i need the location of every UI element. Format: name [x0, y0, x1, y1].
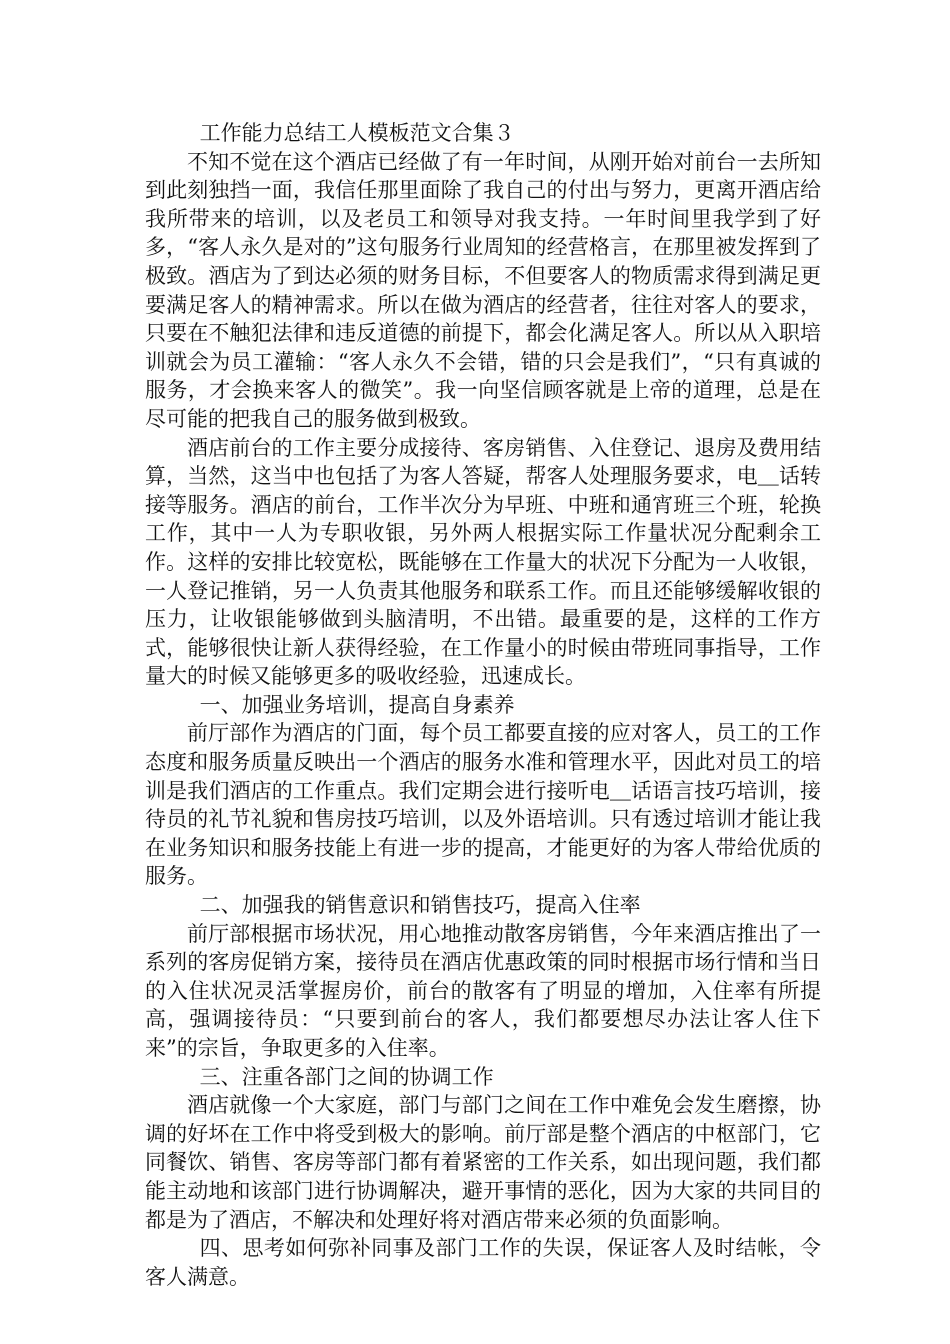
paragraph-coordination: 酒店就像一个大家庭，部门与部门之间在工作中难免会发生磨擦，协调的好坏在工作中将受到极大的影响。前厅部是整个酒店的中枢部门，它同餐饮、销售、客房等部门都有着紧密的工作关系，如出现问题，我们都能主动地和该部门进行协调解决，避开事情的恶化，因为大家的共同目的都是为了酒店，不解决和处理好将对酒店带来必须的负面影响。	[145, 1093, 821, 1232]
document-body	[145, 119, 821, 1291]
paragraph-training: 前厅部作为酒店的门面，每个员工都要直接的应对客人，员工的工作态度和服务质量反映出一个酒店的服务水准和管理水平，因此对员工的培训是我们酒店的工作重点。我们定期会进行接听电＿话语言技巧培训，接待员的礼节礼貌和售房技巧培训，以及外语培训。只有透过培训才能让我在业务知识和服务技能上有进一步的提高，才能更好的为客人带给优质的服务。	[145, 721, 821, 889]
paragraph-sales: 前厅部根据市场状况，用心地推动散客房销售，今年来酒店推出了一系列的客房促销方案，接待员在酒店优惠政策的同时根据市场行情和当日的入住状况灵活掌握房价，前台的散客有了明显的增加，入住率有所提高，强调接待员：“只要到前台的客人，我们都要想尽办法让客人住下来”的宗旨，争取更多的入住率。	[145, 921, 821, 1060]
section-heading-sales: 二、加强我的销售意识和销售技巧，提高入住率	[199, 893, 641, 918]
section-heading-coordination: 三、注重各部门之间的协调工作	[199, 1064, 494, 1089]
paragraph-front-desk-duties: 酒店前台的工作主要分成接待、客房销售、入住登记、退房及费用结算，当然，这当中也包括了为客人答疑，帮客人处理服务要求，电＿话转接等服务。酒店的前台，工作半次分为早班、中班和通宵班三个班，轮换工作，其中一人为专职收银，另外两人根据实际工作量状况分配剩余工作。这样的安排比较宽松，既能够在工作量大的状况下分配为一人收银，一人登记推销，另一人负责其他服务和联系工作。而且还能够缓解收银的压力，让收银能够做到头脑清明，不出错。最重要的是，这样的工作方式，能够很快让新人获得经验，在工作量小的时候由带班同事指导，工作量大的时候又能够更多的吸收经验，迅速成长。	[145, 435, 821, 689]
document-title: 工作能力总结工人模板范文合集３	[199, 121, 515, 145]
paragraph-intro: 不知不觉在这个酒店已经做了有一年时间，从刚开始对前台一去所知到此刻独挡一面，我信任那里面除了我自己的付出与努力，更离开酒店给我所带来的培训，以及老员工和领导对我支持。一年时间里我学到了好多，“客人永久是对的”这句服务行业周知的经营格言，在那里被发挥到了极致。酒店为了到达必须的财务目标，不但要客人的物质需求得到满足更要满足客人的精神需求。所以在做为酒店的经营者，往往对客人的要求，只要在不触犯法律和违反道德的前提下，都会化满足客人。所以从入职培训就会为员工灌输：“客人永久不会错，错的只会是我们”，“只有真诚的服务，才会换来客人的微笑”。我一向坚信顾客就是上帝的道理，总是在尽可能的把我自己的服务做到极致。	[145, 149, 821, 431]
section-heading-training: 一、加强业务培训，提高自身素养	[199, 692, 515, 717]
section-heading-mistakes: 四、思考如何弥补同事及部门工作的失误，保证客人及时结帐，令客人满意。	[145, 1236, 821, 1289]
